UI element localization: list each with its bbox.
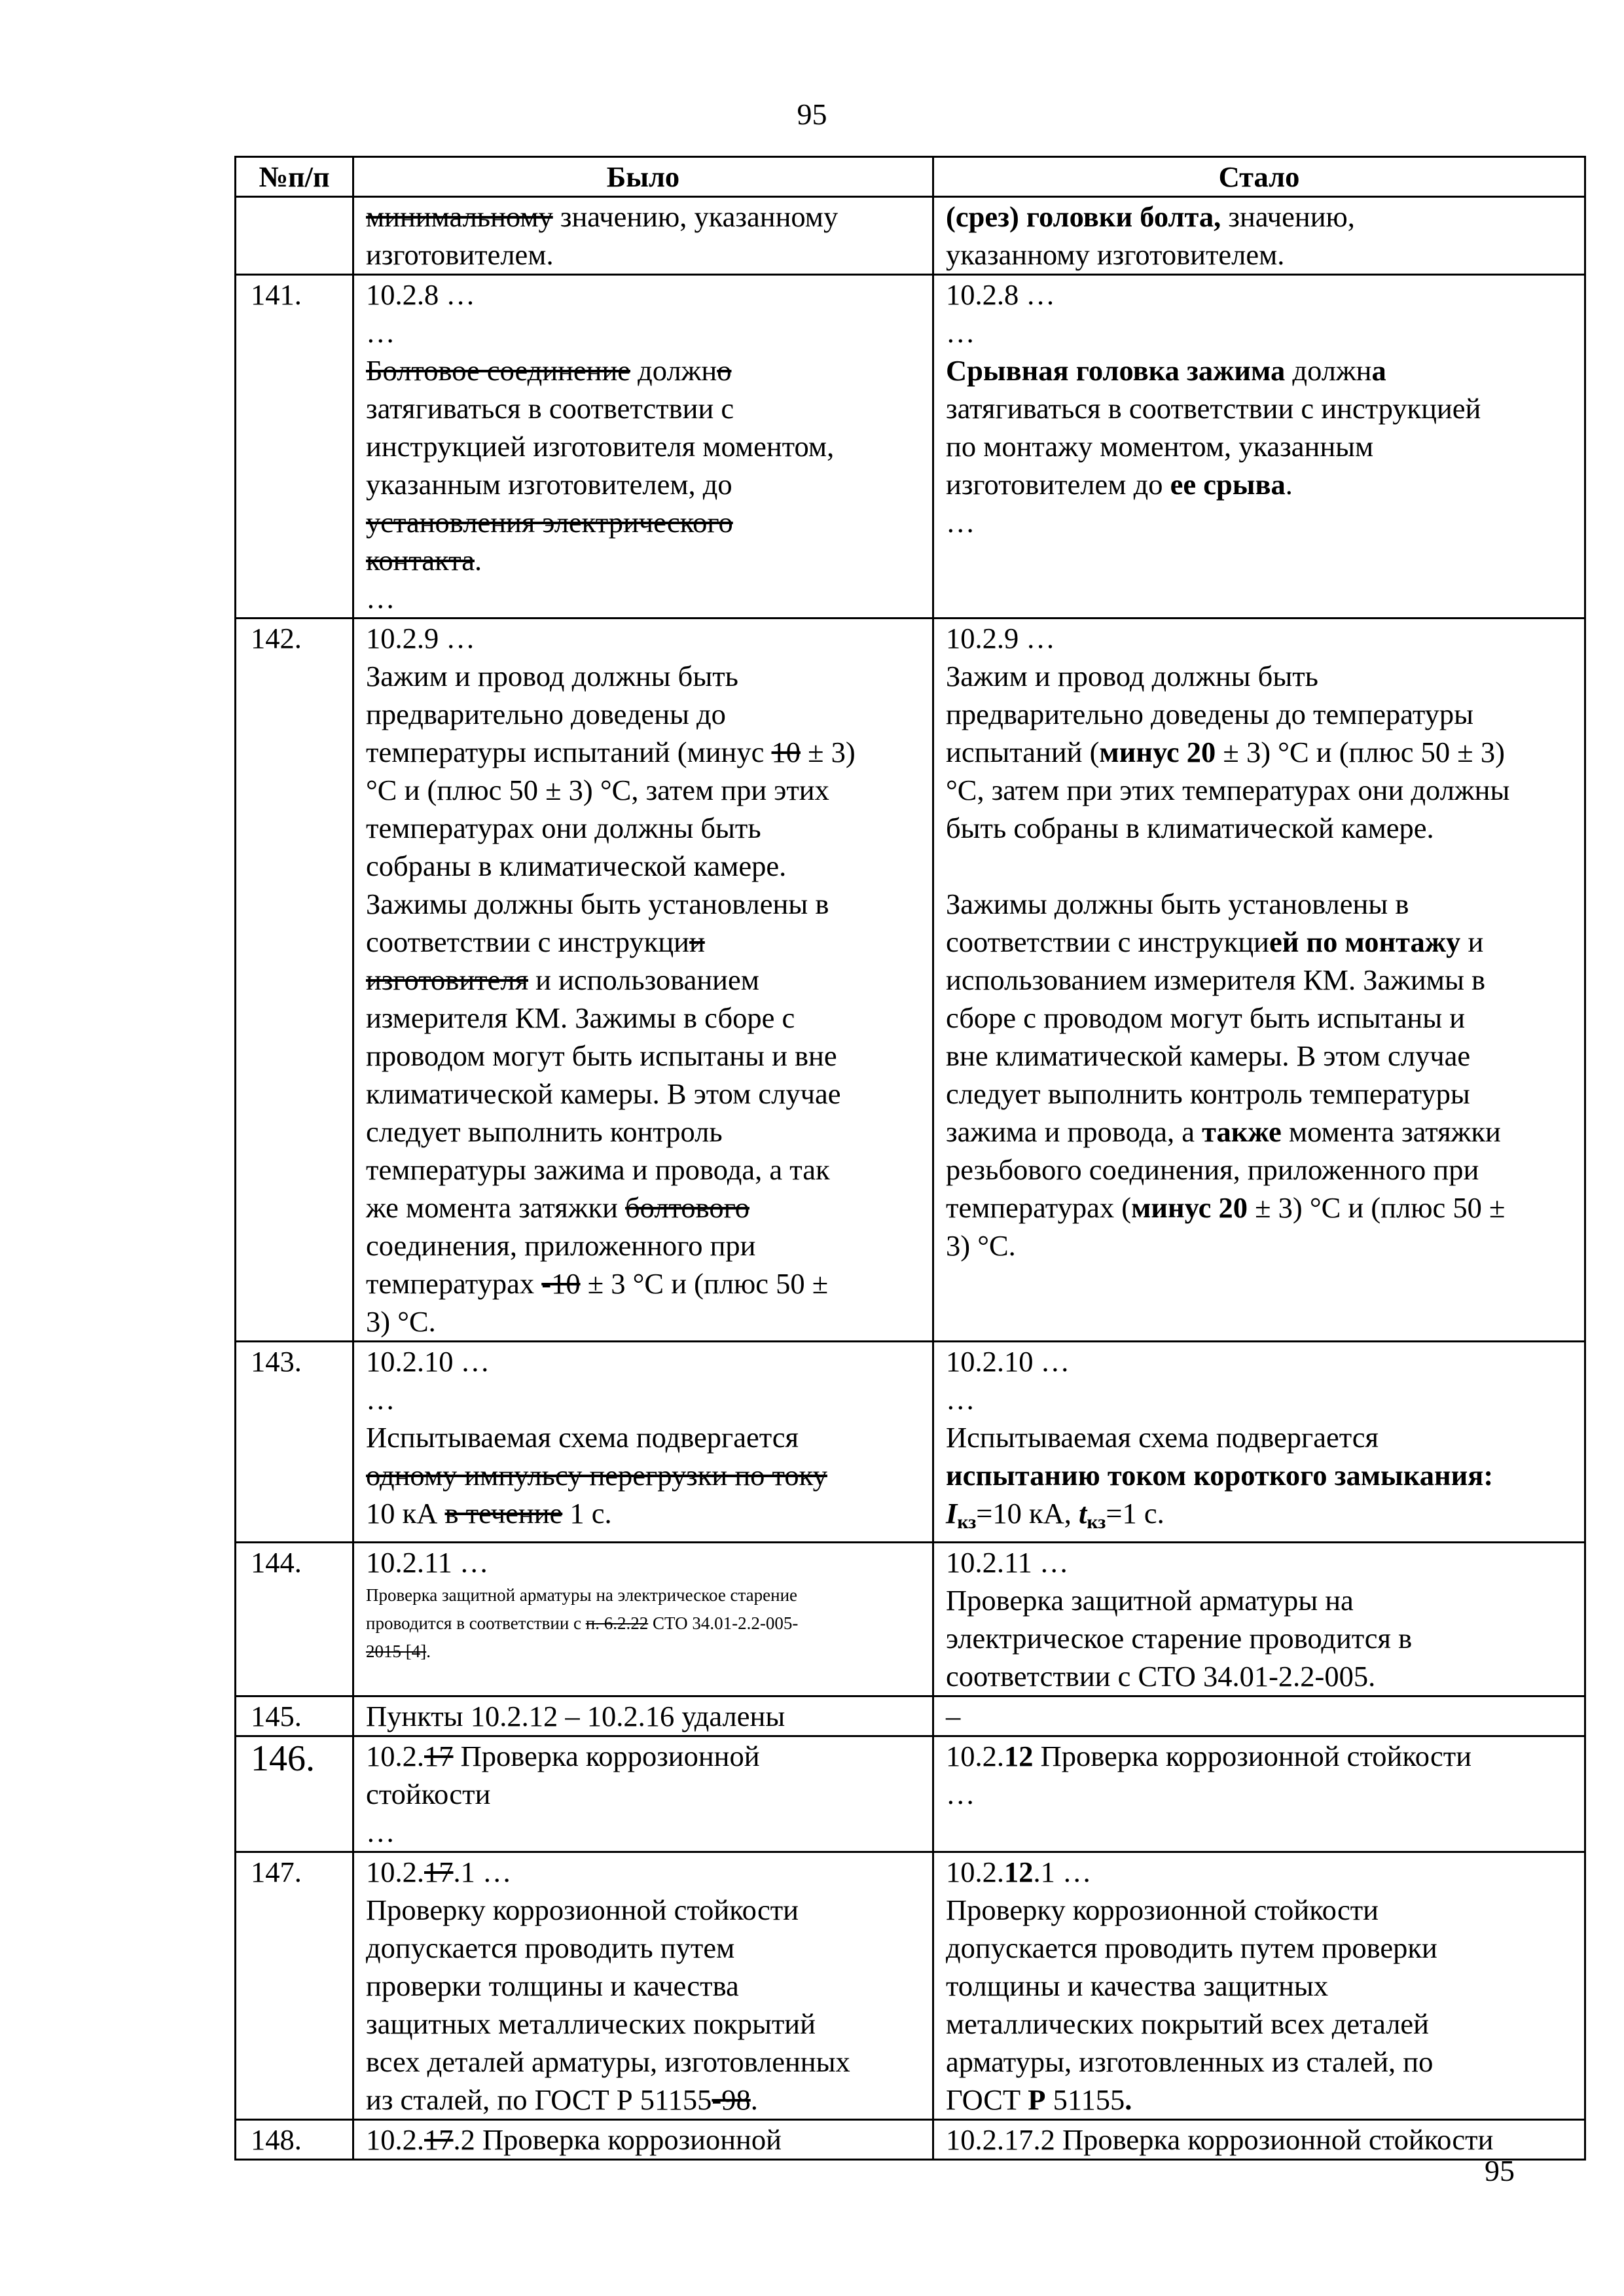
old-text-cell: 10.2.17.1 … Проверку коррозионной стойкости допускается проводить путем проверки толщины и качества защитных металлических покрытий всех деталей арматуры, изготовленных из сталей, по ГОСТ Р 51155-98. [353, 1852, 933, 2120]
row-number: 148. [236, 2120, 353, 2160]
table-row [236, 1736, 1585, 1852]
new-text-cell: 10.2.12.1 … Проверку коррозионной стойкости допускается проводить путем проверки толщины и качества защитных металлических покрытий всех деталей арматуры, изготовленных из сталей, по ГОСТ Р 51155. [933, 1852, 1585, 2120]
header-new: Стало [933, 157, 1585, 197]
old-text-cell: 10.2.9 … Зажим и провод должны быть предварительно доведены до температуры испытаний (минус 10 ± 3) °С и (плюс 50 ± 3) °С, затем при этих температурах они должны быть собраны в климатической камере. Зажимы должны быть установлены в соответствии с инструкции изготовителя и использованием измерителя КМ. Зажимы в сборе с проводом могут быть испытаны и вне климатической камеры. В этом случае следует выполнить контроль температуры зажима и провода, а так же момента затяжки болтового соединения, приложенного при температурах -10 ± 3 °С и (плюс 50 ± 3) °С. [353, 619, 933, 1342]
page-number-top: 95 [797, 98, 827, 131]
new-text-cell: 10.2.11 … Проверка защитной арматуры на электрическое старение проводится в соответствии с СТО 34.01-2.2-005. [933, 1543, 1585, 1696]
row-number [236, 197, 353, 275]
new-text-cell: 10.2.8 … … Срывная головка зажима должна затягиваться в соответствии с инструкцией по монтажу моментом, указанным изготовителем до ее срыва. … [933, 275, 1585, 619]
table-row [236, 275, 1585, 619]
new-text-cell: 10.2.10 … … Испытываемая схема подвергается испытанию током короткого замыкания: $I_{кз}=10$ кА, $t_{кз}=1$ с. [933, 1342, 1585, 1543]
table-row [236, 1696, 1585, 1736]
row-number: 142. [236, 619, 353, 1342]
page-number-bottom: 95 [1485, 2154, 1515, 2187]
row-number: 143. [236, 1342, 353, 1543]
header-old: Было [353, 157, 933, 197]
new-text-cell: (срез) головки болта, значению, указанному изготовителем. [933, 197, 1585, 275]
old-text-cell: 10.2.10 … … Испытываемая схема подвергается одному импульсу перегрузки по току 10 кА в течение 1 с. [353, 1342, 933, 1543]
old-text-cell: 10.2.17.2 Проверка коррозионной [353, 2120, 933, 2160]
table-row [236, 1342, 1585, 1543]
new-text-cell: 10.2.9 … Зажим и провод должны быть предварительно доведены до температуры испытаний (минус 20 ± 3) °С и (плюс 50 ± 3) °С, затем при этих температурах они должны быть собраны в климатической камере. Зажимы должны быть установлены в соответствии с инструкцией по монтажу и использованием измерителя КМ. Зажимы в сборе с проводом могут быть испытаны и вне климатической камеры. В этом случае следует выполнить контроль температуры зажима и провода, а также момента затяжки резьбового соединения, приложенного при температурах (минус 20 ± 3) °С и (плюс 50 ± 3) °С. [933, 619, 1585, 1342]
row-number: 145. [236, 1696, 353, 1736]
old-text-cell: 10.2.11 … Проверка защитной арматуры на электрическое старение проводится в соответствии с п. 6.2.22 СТО 34.01-2.2-005- 2015 [4]. [353, 1543, 933, 1696]
table-header-row [236, 157, 1585, 197]
new-text-cell: 10.2.12 Проверка коррозионной стойкости … [933, 1736, 1585, 1852]
row-number: 144. [236, 1543, 353, 1696]
row-number: 141. [236, 275, 353, 619]
new-text-cell: – [933, 1696, 1585, 1736]
row-number: 146. [236, 1736, 353, 1852]
table-row [236, 2120, 1585, 2160]
changes-table [234, 156, 1586, 2161]
table-row [236, 619, 1585, 1342]
header-number: №п/п [236, 157, 353, 197]
row-number: 147. [236, 1852, 353, 2120]
table-row [236, 1852, 1585, 2120]
table-row [236, 197, 1585, 275]
old-text-cell: Пункты 10.2.12 – 10.2.16 удалены [353, 1696, 933, 1736]
new-text-cell: 10.2.17.2 Проверка коррозионной стойкости [933, 2120, 1585, 2160]
old-text-cell: минимальному значению, указанному изготовителем. [353, 197, 933, 275]
old-text-cell: 10.2.8 … … Болтовое соединение должно затягиваться в соответствии с инструкцией изготовителя моментом, указанным изготовителем, до установления электрического контакта. … [353, 275, 933, 619]
old-text-cell: 10.2.17 Проверка коррозионной стойкости … [353, 1736, 933, 1852]
table-row [236, 1543, 1585, 1696]
